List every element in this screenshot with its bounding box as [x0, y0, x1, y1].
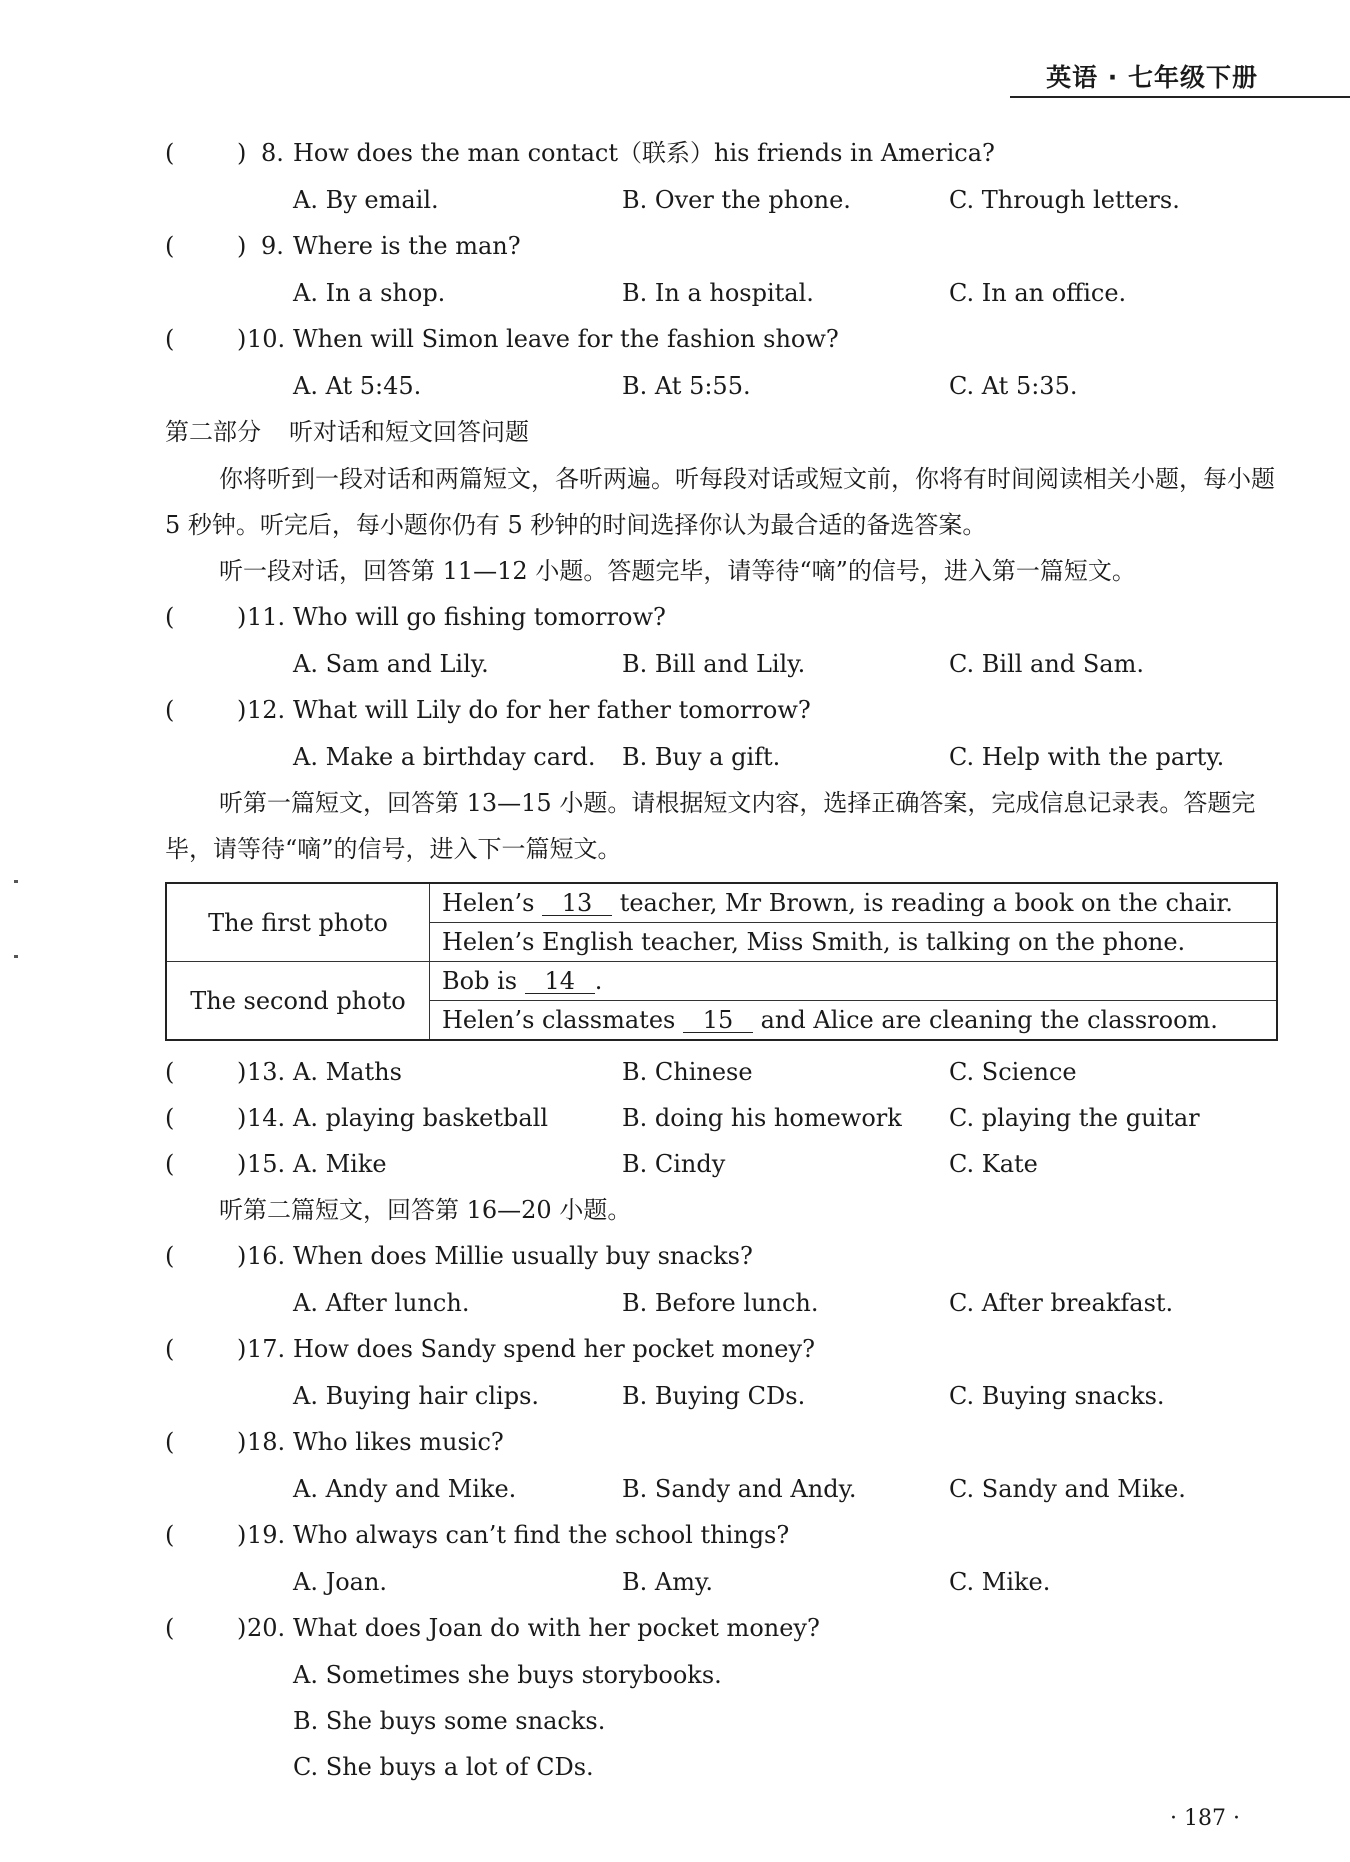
cell-text: teacher, Mr Brown, is reading a book on the chair. — [619, 889, 1233, 917]
scan-speck — [14, 955, 18, 958]
worksheet — [165, 130, 1280, 1790]
question-12 — [165, 687, 1280, 734]
cell-text: Helen’s classmates — [442, 1006, 676, 1034]
option-c: C. Bill and Sam. — [949, 650, 1144, 678]
answer-paren-close: ) — [237, 325, 247, 353]
option-a: A. Andy and Mike. — [293, 1475, 517, 1503]
question-number: 9. — [261, 232, 284, 260]
answer-paren-open: ( — [165, 1150, 175, 1178]
options-9 — [165, 270, 1280, 316]
cell-text: . — [594, 967, 603, 995]
question-13 — [165, 1049, 1280, 1095]
header-rule — [1010, 96, 1350, 98]
question-stem: Where is the man? — [293, 232, 521, 260]
options-17 — [165, 1373, 1280, 1419]
question-20 — [165, 1605, 1280, 1652]
question-number: 14. — [247, 1104, 286, 1132]
table-cell — [430, 883, 1278, 923]
answer-paren-open: ( — [165, 139, 175, 167]
question-10 — [165, 316, 1280, 363]
section-heading: 听对话和短文回答问题 — [289, 418, 529, 446]
answer-paren-close: ) — [237, 603, 247, 631]
option-a: A. Make a birthday card. — [293, 743, 596, 771]
passage1-instruction: 听第一篇短文，回答第 13—15 小题。请根据短文内容，选择正确答案，完成信息记录表。答题完毕，请等待“嘀”的信号，进入下一篇短文。 — [165, 789, 1256, 863]
options-8 — [165, 177, 1280, 223]
answer-paren-open: ( — [165, 1614, 175, 1642]
answer-paren-close: ) — [237, 1150, 247, 1178]
question-stem: How does Sandy spend her pocket money? — [293, 1335, 815, 1363]
option-a: A. Sam and Lily. — [293, 650, 489, 678]
section-number: 第二部分 — [165, 418, 261, 446]
question-17 — [165, 1326, 1280, 1373]
option-b: B. Bill and Lily. — [622, 650, 806, 678]
option-c: C. Science — [949, 1058, 1077, 1086]
options-10 — [165, 363, 1280, 409]
answer-paren-open: ( — [165, 1428, 175, 1456]
section-instructions: 你将听到一段对话和两篇短文，各听两遍。听每段对话或短文前，你将有时间阅读相关小题，每小题 5 秒钟。听完后，每小题你仍有 5 秒钟的时间选择你认为最合适的备选答案。 — [165, 465, 1275, 539]
question-number: 10. — [247, 325, 286, 353]
dialog-instruction: 听一段对话，回答第 11—12 小题。答题完毕，请等待“嘀”的信号，进入第一篇短文。 — [219, 557, 1136, 585]
option-b: B. Before lunch. — [622, 1289, 819, 1317]
question-stem: When does Millie usually buy snacks? — [293, 1242, 753, 1270]
answer-paren-close: ) — [237, 696, 247, 724]
blank-15: 15 — [683, 1008, 753, 1033]
option-b: B. At 5:55. — [622, 372, 751, 400]
option-b: B. Chinese — [622, 1058, 753, 1086]
question-18 — [165, 1419, 1280, 1466]
option-b: B. Over the phone. — [622, 186, 851, 214]
option-c: C. In an office. — [949, 279, 1127, 307]
question-stem: Who likes music? — [293, 1428, 504, 1456]
option-a: A. Joan. — [293, 1568, 388, 1596]
table-cell — [430, 1001, 1278, 1041]
question-stem: How does the man contact（联系）his friends in America? — [293, 139, 995, 167]
option-c: C. Through letters. — [949, 186, 1180, 214]
table-row-label: The first photo — [166, 883, 430, 962]
answer-paren-open: ( — [165, 325, 175, 353]
cell-text: Helen’s — [442, 889, 535, 917]
option-b: B. In a hospital. — [622, 279, 814, 307]
table-row — [166, 883, 1277, 923]
options-19 — [165, 1559, 1280, 1605]
question-stem: What does Joan do with her pocket money? — [293, 1614, 820, 1642]
question-number: 11. — [247, 603, 286, 631]
answer-paren-open: ( — [165, 696, 175, 724]
question-number: 8. — [261, 139, 284, 167]
scan-speck — [14, 880, 18, 883]
option-c: C. Kate — [949, 1150, 1038, 1178]
question-11 — [165, 594, 1280, 641]
answer-paren-close: ) — [237, 1335, 247, 1363]
answer-paren-close: ) — [237, 1521, 247, 1549]
answer-paren-open: ( — [165, 1335, 175, 1363]
question-8 — [165, 130, 1280, 177]
table-row — [166, 962, 1277, 1001]
answer-paren-close: ) — [237, 1614, 247, 1642]
cell-text: Bob is — [442, 967, 518, 995]
question-number: 12. — [247, 696, 286, 724]
option-b: B. She buys some snacks. — [293, 1707, 606, 1735]
option-b: B. Sandy and Andy. — [622, 1475, 857, 1503]
option-b: B. Buy a gift. — [622, 743, 781, 771]
answer-paren-open: ( — [165, 232, 175, 260]
question-number: 13. — [247, 1058, 286, 1086]
options-18 — [165, 1466, 1280, 1512]
page-number: · 187 · — [1170, 1806, 1240, 1831]
option-c: C. Mike. — [949, 1568, 1051, 1596]
answer-paren-close: ) — [237, 232, 247, 260]
option-c: C. At 5:35. — [949, 372, 1078, 400]
options-12 — [165, 734, 1280, 780]
option-a: A. In a shop. — [293, 279, 446, 307]
question-stem: Who will go fishing tomorrow? — [293, 603, 666, 631]
question-stem: When will Simon leave for the fashion show? — [293, 325, 839, 353]
option-a: A. At 5:45. — [293, 372, 422, 400]
section-title — [165, 409, 1280, 456]
answer-paren-close: ) — [237, 1058, 247, 1086]
option-a: A. Mike — [293, 1150, 387, 1178]
option-c: C. Sandy and Mike. — [949, 1475, 1186, 1503]
cell-text: and Alice are cleaning the classroom. — [760, 1006, 1218, 1034]
option-a: A. By email. — [293, 186, 439, 214]
options-16 — [165, 1280, 1280, 1326]
answer-paren-close: ) — [237, 1428, 247, 1456]
option-a: A. After lunch. — [293, 1289, 470, 1317]
option-c: C. Help with the party. — [949, 743, 1225, 771]
info-record-table — [165, 882, 1278, 1041]
option-a: A. playing basketball — [293, 1104, 549, 1132]
passage2-instruction: 听第二篇短文，回答第 16—20 小题。 — [219, 1196, 632, 1224]
question-stem: Who always can’t find the school things? — [293, 1521, 790, 1549]
question-number: 19. — [247, 1521, 286, 1549]
option-a: A. Sometimes she buys storybooks. — [293, 1661, 722, 1689]
option-c: C. Buying snacks. — [949, 1382, 1165, 1410]
question-number: 18. — [247, 1428, 286, 1456]
option-b: B. Buying CDs. — [622, 1382, 806, 1410]
question-9 — [165, 223, 1280, 270]
question-19 — [165, 1512, 1280, 1559]
question-number: 20. — [247, 1614, 286, 1642]
question-number: 17. — [247, 1335, 286, 1363]
answer-paren-open: ( — [165, 1521, 175, 1549]
option-c: C. She buys a lot of CDs. — [293, 1753, 594, 1781]
answer-paren-close: ) — [237, 139, 247, 167]
blank-14: 14 — [525, 969, 595, 994]
question-number: 16. — [247, 1242, 286, 1270]
option-b: B. Cindy — [622, 1150, 726, 1178]
answer-paren-open: ( — [165, 1104, 175, 1132]
answer-paren-open: ( — [165, 1058, 175, 1086]
option-b: B. Amy. — [622, 1568, 713, 1596]
table-row-label: The second photo — [166, 962, 430, 1041]
question-stem: What will Lily do for her father tomorrow? — [293, 696, 811, 724]
option-c: C. playing the guitar — [949, 1104, 1200, 1132]
option-c: C. After breakfast. — [949, 1289, 1174, 1317]
question-number: 15. — [247, 1150, 286, 1178]
answer-paren-open: ( — [165, 1242, 175, 1270]
question-15 — [165, 1141, 1280, 1187]
table-cell — [430, 962, 1278, 1001]
option-a: A. Maths — [293, 1058, 402, 1086]
option-a: A. Buying hair clips. — [293, 1382, 540, 1410]
answer-paren-close: ) — [237, 1242, 247, 1270]
question-14 — [165, 1095, 1280, 1141]
table-cell: Helen’s English teacher, Miss Smith, is talking on the phone. — [430, 923, 1278, 962]
options-11 — [165, 641, 1280, 687]
page-header-title: 英语 · 七年级下册 — [1046, 63, 1258, 92]
blank-13: 13 — [542, 891, 612, 916]
option-b: B. doing his homework — [622, 1104, 902, 1132]
answer-paren-open: ( — [165, 603, 175, 631]
answer-paren-close: ) — [237, 1104, 247, 1132]
question-16 — [165, 1233, 1280, 1280]
